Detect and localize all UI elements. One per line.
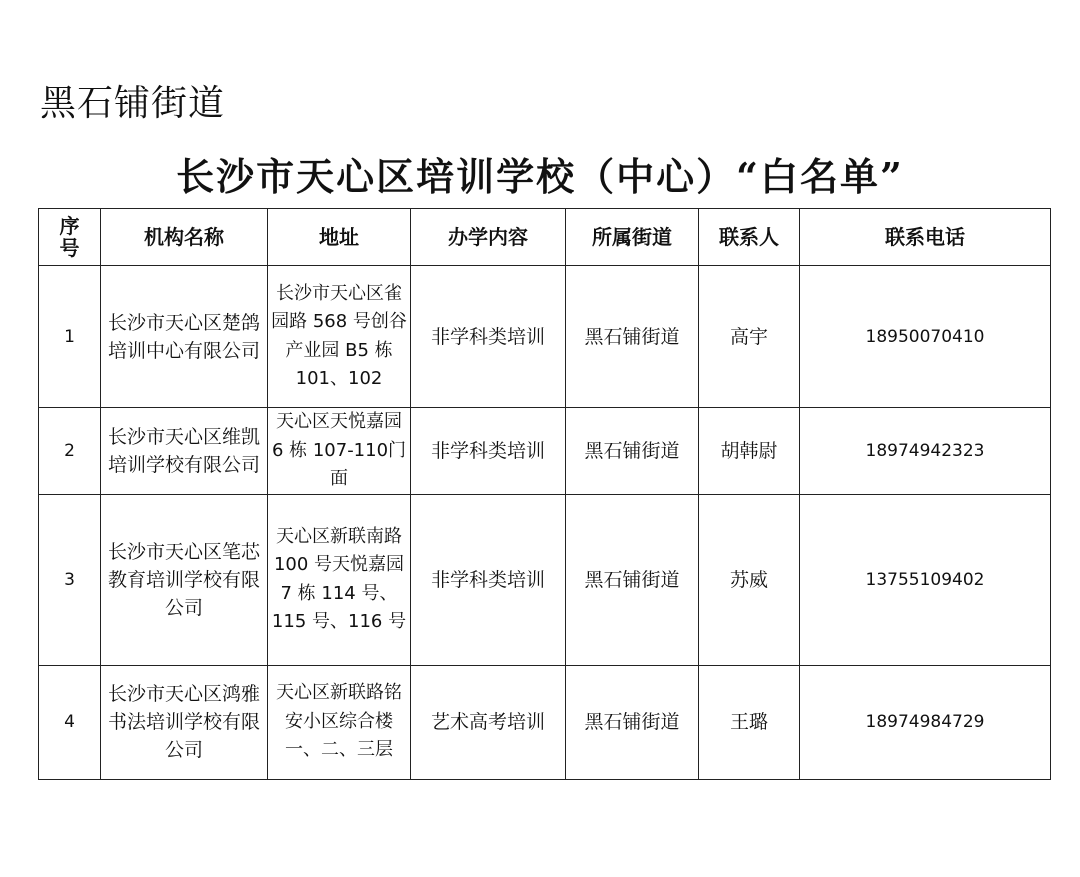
- column-header-street: 所属街道: [566, 209, 699, 266]
- cell-address: 天心区新联南路 100 号天悦嘉园 7 栋 114 号、115 号、116 号: [268, 494, 411, 665]
- cell-name: 长沙市天心区鸿雅书法培训学校有限公司: [101, 665, 268, 779]
- cell-address: 天心区天悦嘉园 6 栋 107-110门面: [268, 408, 411, 495]
- cell-contact: 王璐: [699, 665, 800, 779]
- cell-name: 长沙市天心区楚鸽培训中心有限公司: [101, 266, 268, 408]
- cell-content: 艺术高考培训: [411, 665, 566, 779]
- cell-address: 天心区新联路铭安小区综合楼一、二、三层: [268, 665, 411, 779]
- cell-phone: 18950070410: [800, 266, 1051, 408]
- column-header-address: 地址: [268, 209, 411, 266]
- table-row: [39, 665, 1051, 779]
- cell-phone: 18974942323: [800, 408, 1051, 495]
- cell-content: 非学科类培训: [411, 408, 566, 495]
- cell-street: 黑石铺街道: [566, 266, 699, 408]
- cell-content: 非学科类培训: [411, 266, 566, 408]
- cell-address: 长沙市天心区雀园路 568 号创谷产业园 B5 栋 101、102: [268, 266, 411, 408]
- cell-seq: 2: [39, 408, 101, 495]
- document-title: 长沙市天心区培训学校（中心）“白名单”: [176, 154, 904, 199]
- column-header-name: 机构名称: [101, 209, 268, 266]
- whitelist-table: [38, 208, 1051, 780]
- cell-content: 非学科类培训: [411, 494, 566, 665]
- column-header-seq-line2: 号: [59, 236, 80, 260]
- street-heading: 黑石铺街道: [40, 83, 226, 124]
- column-header-seq: [39, 209, 101, 266]
- cell-name: 长沙市天心区维凯培训学校有限公司: [101, 408, 268, 495]
- cell-street: 黑石铺街道: [566, 665, 699, 779]
- table-header-row: [39, 209, 1051, 266]
- column-header-phone: 联系电话: [800, 209, 1051, 266]
- cell-contact: 胡韩尉: [699, 408, 800, 495]
- column-header-content: 办学内容: [411, 209, 566, 266]
- column-header-contact: 联系人: [699, 209, 800, 266]
- column-header-seq-line1: 序: [59, 214, 80, 238]
- cell-street: 黑石铺街道: [566, 494, 699, 665]
- table-row: [39, 408, 1051, 495]
- table-row: [39, 494, 1051, 665]
- cell-seq: 1: [39, 266, 101, 408]
- cell-phone: 18974984729: [800, 665, 1051, 779]
- cell-seq: 3: [39, 494, 101, 665]
- cell-name: 长沙市天心区笔芯教育培训学校有限公司: [101, 494, 268, 665]
- cell-seq: 4: [39, 665, 101, 779]
- cell-street: 黑石铺街道: [566, 408, 699, 495]
- cell-phone: 13755109402: [800, 494, 1051, 665]
- table-row: [39, 266, 1051, 408]
- cell-contact: 苏威: [699, 494, 800, 665]
- cell-contact: 高宇: [699, 266, 800, 408]
